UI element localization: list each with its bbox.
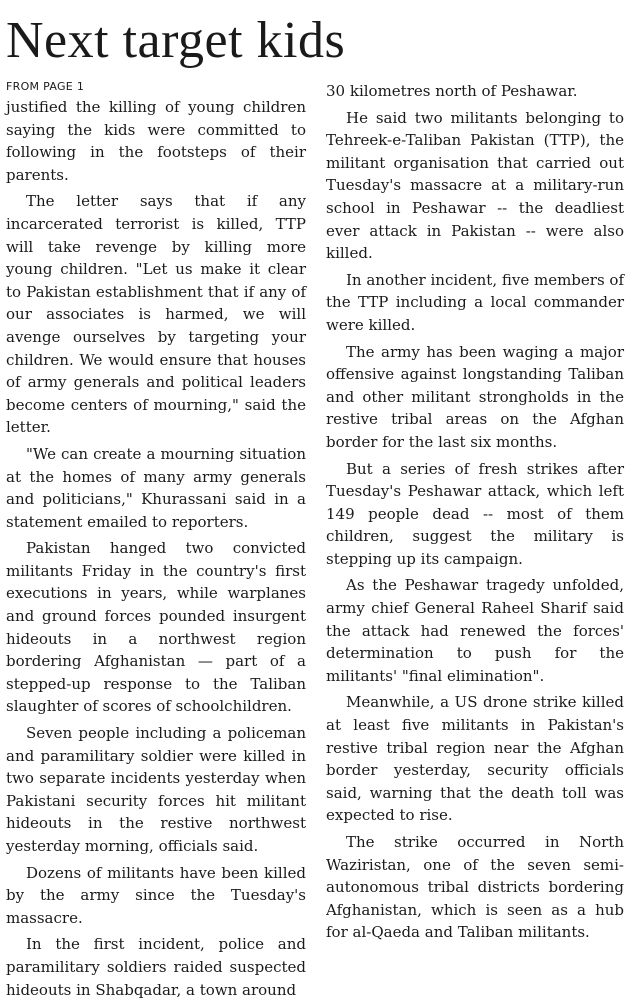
headline: Next target kids bbox=[6, 12, 346, 69]
article-paragraph: He said two militants belonging to Tehreek-e-Taliban Pakistan (TTP), the militant organisation that carried out Tuesday's massacre at a military-run school in Peshawar -- the deadliest ever attack in Pakistan -- were also killed. bbox=[326, 108, 624, 263]
article-paragraph: justified the killing of young children saying the kids were committed to following in the footsteps of their parents. bbox=[6, 98, 306, 184]
article-paragraph: Dozens of militants have been killed by the army since the Tuesday's massacre. bbox=[6, 863, 306, 927]
article-paragraph: But a series of fresh strikes after Tuesday's Peshawar attack, which left 149 people dead -- most of them children, suggest the military is stepping up its campaign. bbox=[326, 459, 624, 568]
article-paragraph: The army has been waging a major offensive against longstanding Taliban and other militant strongholds in the restive tribal areas on the Afghan border for the last six months. bbox=[326, 342, 624, 451]
article-paragraph: As the Peshawar tragedy unfolded, army chief General Raheel Sharif said the attack had renewed the forces' determination to push for the militants' "final elimination". bbox=[326, 576, 624, 685]
article-paragraph: In another incident, five members of the TTP including a local commander were killed. bbox=[326, 270, 624, 334]
article-paragraph: The strike occurred in North Waziristan, one of the seven semi-autonomous tribal districts bordering Afghanistan, which is seen as a hub for al-Qaeda and Taliban militants. bbox=[326, 833, 624, 942]
article-paragraph: Pakistan hanged two convicted militants Friday in the country's first executions in years, while warplanes and ground forces pounded insurgent hideouts in a northwest region bordering Afghanistan — part of a stepped-up response to the Taliban slaughter of scores of schoolchildren. bbox=[6, 539, 306, 716]
jump-line: FROM PAGE 1 bbox=[6, 80, 85, 93]
article-paragraph: The letter says that if any incarcerated terrorist is killed, TTP will take revenge by killing more young children. "Let us make it clear to Pakistan establishment that if any of our associates is harmed, we will avenge ourselves by targeting your children. We would ensure that houses of army generals and political leaders become centers of mourning," said the letter. bbox=[6, 192, 306, 437]
article-paragraph: In the first incident, police and paramilitary soldiers raided suspected hideouts in Shabqadar, a town around bbox=[6, 935, 306, 999]
article-column-left bbox=[6, 80, 306, 1001]
article-paragraph: 30 kilometres north of Peshawar. bbox=[326, 82, 578, 100]
article-paragraph: Meanwhile, a US drone strike killed at least five militants in Pakistan's restive tribal region near the Afghan border yesterday, security officials said, warning that the death toll was expected to rise. bbox=[326, 693, 624, 825]
article-paragraph: "We can create a mourning situation at the homes of many army generals and politicians," Khurassani said in a statement emailed to reporters. bbox=[6, 444, 306, 531]
article-column-right bbox=[326, 80, 624, 944]
article-paragraph: Seven people including a policeman and paramilitary soldier were killed in two separate incidents yesterday when Pakistani security forces hit militant hideouts in the restive northwest yesterday morning, officials said. bbox=[6, 724, 306, 855]
